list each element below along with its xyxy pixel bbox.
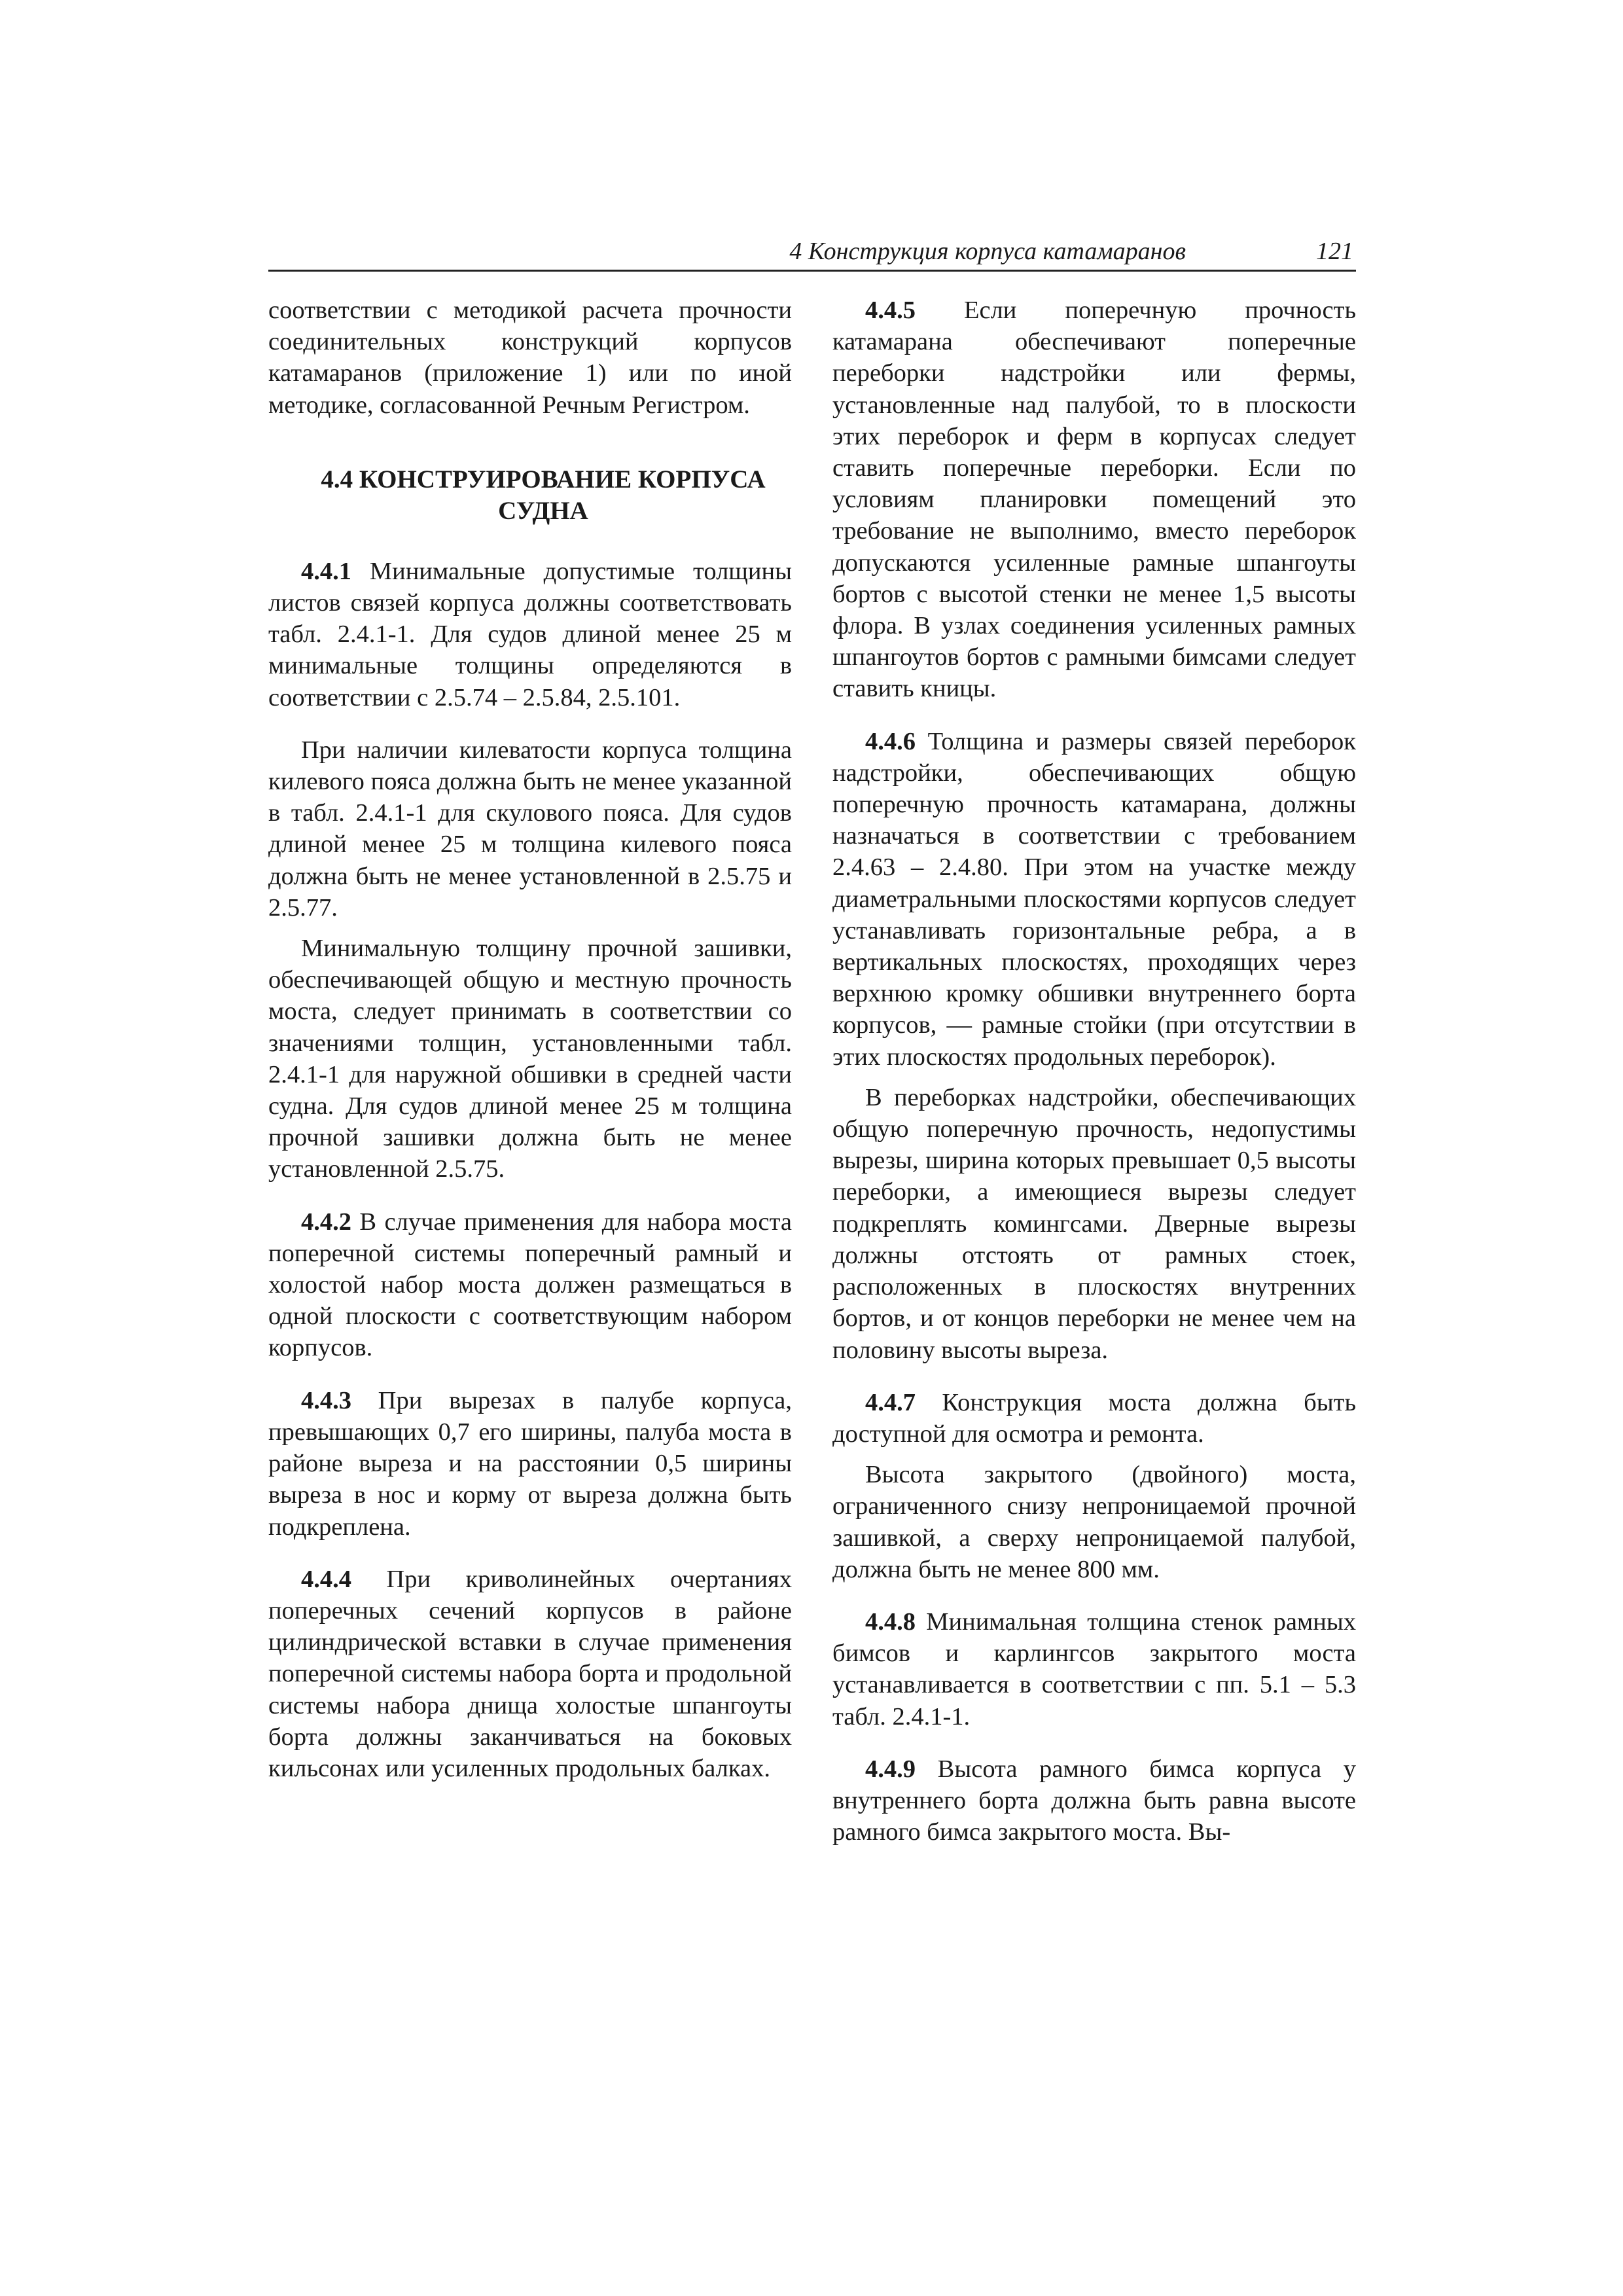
clause-number: 4.4.2 [301,1208,351,1236]
paragraph-4-4-5 [832,295,1356,705]
clause-text: Если поперечную прочность катамарана обеспечивают поперечные переборки надстройки или фермы, установленные над палубой, то в плоскости этих переборок и ферм в корпусах следует ставить поперечные переборки. Если по условиям планировки помещений это требование не выполнимо, вместо переборок допускаются усиленные рамные шпангоуты бортов с высотой стенки не менее 1,5 высоты флора. В узлах соединения усиленных рамных шпангоутов бортов с рамными бимсами следует ставить кницы. [832,296,1356,703]
clause-number: 4.4.9 [865,1755,916,1783]
paragraph-4-4-6-b: В переборках надстройки, обеспечивающих общую поперечную прочность, недопустимы вырезы, ширина которых превышает 0,5 высоты переборки, а имеющиеся вырезы следует подкреплять комингсами. Дверные вырезы должны отстоять от рамных стоек, расположенных в плоскостях внутренних бортов, и от концов переборки не менее чем на половину высоты выреза. [832,1083,1356,1364]
paragraph-4-4-4 [268,1564,792,1784]
section-heading: 4.4 КОНСТРУИРОВАНИЕ КОРПУСА СУДНА [321,465,766,525]
paragraph-4-4-3 [268,1385,792,1543]
clause-number: 4.4.7 [865,1388,916,1416]
paragraph-4-4-7 [832,1387,1356,1450]
clause-text: При вырезах в палубе корпуса, превышающих 0,7 его ширины, палуба моста в районе выреза и на расстоянии 0,5 ширины выреза в нос и корму от выреза должна быть подкреплена. [268,1386,792,1541]
clause-text: Толщина и размеры связей переборок надстройки, обеспечивающих общую поперечную прочность катамарана, должны назначаться в соответствии с требованием 2.4.63 – 2.4.80. При этом на участке между диаметральными плоскостями корпусов следует устанавливать горизонтальные ребра, а в вертикальных плоскостях, проходящих через верхнюю кромку обшивки внутреннего борта корпусов, — рамные стойки (при отсутствии в этих плоскостях продольных переборок). [832,727,1356,1071]
clause-number: 4.4.3 [301,1386,351,1414]
paragraph-4-4-8 [832,1606,1356,1732]
paragraph-4-4-9 [832,1753,1356,1848]
clause-number: 4.4.8 [865,1607,916,1636]
header-chapter-title: 4 Конструкция корпуса катамаранов [789,238,1186,265]
clause-text: Конструкция моста должна быть доступной для осмотра и ремонта. [832,1388,1356,1448]
clause-number: 4.4.6 [865,727,916,755]
paragraph-intro: соответствии с методикой расчета прочности соединительных конструкций корпусов катамаранов (приложение 1) или по иной методике, согласованной Речным Регистром. [268,296,792,419]
paragraph-4-4-1-c: Минимальную толщину прочной зашивки, обеспечивающей общую и местную прочность моста, следует принимать в соответствии со значениями толщин, установленными табл. 2.4.1-1 для наружной обшивки в средней части судна. Для судов длиной менее 25 м толщина прочной зашивки должна быть не менее установленной 2.5.75. [268,935,792,1183]
clause-text: В случае применения для набора моста поперечной системы поперечный рамный и холостой набор моста должен размещаться в одной плоскости с соответствующим набором корпусов. [268,1208,792,1362]
running-header [268,236,1356,272]
page-number: 121 [1316,238,1353,265]
clause-text: Минимальные допустимые толщины листов связей корпуса должны соответствовать табл. 2.4.1-1. Для судов длиной менее 25 м минимальные толщины определяются в соответствии с 2.5.74 – 2.5.84, 2.5.101. [268,557,792,711]
right-column [832,295,1356,1848]
clause-text: Высота рамного бимса корпуса у внутреннего борта должна быть равна высоте рамного бимса закрытого моста. Вы- [832,1755,1356,1846]
paragraph-4-4-7-b: Высота закрытого (двойного) моста, ограниченного снизу непроницаемой прочной зашивкой, а сверху непроницаемой палубой, должна быть не менее 800 мм. [832,1461,1356,1583]
clause-text: При криволинейных очертаниях поперечных сечений корпусов в районе цилиндрической вставки в случае применения поперечной системы набора борта и продольной системы набора днища холостые шпангоуты борта должны заканчиваться на боковых кильсонах или усиленных продольных балках. [268,1565,792,1782]
clause-number: 4.4.1 [301,557,351,585]
clause-text: Минимальная толщина стенок рамных бимсов и карлингсов закрытого моста устанавливается в соответствии с пп. 5.1 – 5.3 табл. 2.4.1-1. [832,1607,1356,1731]
paragraph-4-4-6 [832,726,1356,1073]
paragraph-4-4-1-b: При наличии килеватости корпуса толщина килевого пояса должна быть не менее указанной в табл. 2.4.1-1 для скулового пояса. Для судов длиной менее 25 м толщина килевого пояса должна быть не менее установленной в 2.5.75 и 2.5.77. [268,736,792,922]
clause-number: 4.4.4 [301,1565,351,1593]
left-column [268,295,792,1784]
paragraph-4-4-1 [268,556,792,713]
paragraph-4-4-2 [268,1206,792,1364]
clause-number: 4.4.5 [865,296,916,324]
